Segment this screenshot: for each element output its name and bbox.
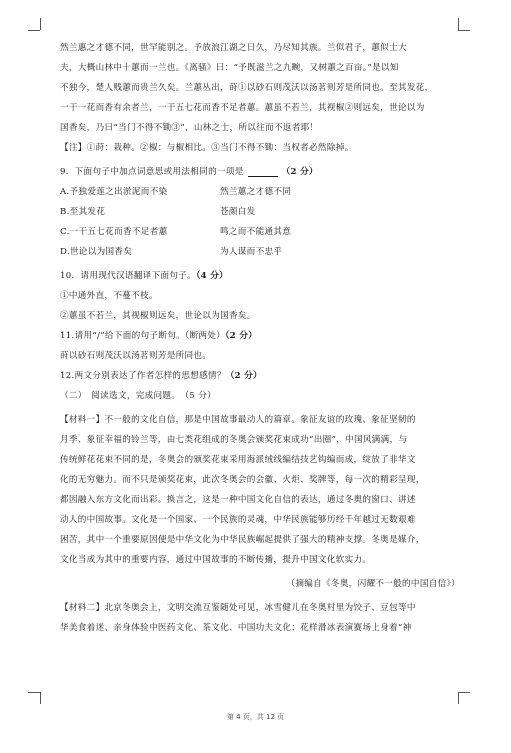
question-10-item: ①中通外直，不蔓不枝。	[60, 291, 158, 301]
material-1-line: 化的无穷魅力。而不只是颁奖花束，此次冬奥会的会徽、火炬、奖牌等，每一次的精彩呈现，	[60, 475, 425, 485]
question-9-option-a	[60, 182, 460, 202]
material-1-line: 困苦，其中一个重要原因便是中华文化为中华民族崛起提供了强大的精神支撑。冬奥是媒介，	[60, 535, 425, 545]
question-9-stem	[60, 162, 460, 182]
material-2-line: 华美食着迷、亲身体验中医药文化、茶文化、中国功夫文化；花样滑冰表演赛场上身着“神	[60, 623, 412, 633]
material-1-line: 传统鲜花花束不同的是，冬奥会的颁奖花束采用海派绒线编结技艺钩编而成，绽放了非华文	[60, 455, 416, 465]
option-right: 然兰蕙之才德不同	[220, 187, 292, 197]
option-right: 苍颜白发	[220, 207, 256, 217]
option-left: C.一干五七花而香不足者蕙	[60, 227, 168, 237]
answer-blank[interactable]	[248, 167, 278, 177]
crop-mark-bottom-right-v	[458, 692, 459, 704]
question-12-stem	[60, 366, 460, 386]
question-11-sentence: 莳以砂石则茂沃以汤茗则芳是所同也。	[60, 351, 212, 361]
question-12-text: 12.两文分别表达了作者怎样的思想感情？	[60, 371, 226, 381]
passage-line: 然兰惠之才德不同，世罕能别之。予放浪江湖之日久，乃尽知其族。兰似君子，蕙似士大	[60, 43, 407, 53]
crop-mark-top-left-h	[28, 30, 40, 31]
crop-mark-top-left-v	[40, 18, 41, 30]
question-12-score: （2 分）	[225, 371, 263, 381]
material-1-line: 都因融入东方文化而出彩。换言之，这是一种中国文化自信的表达，通过冬奥的窗口、讲述	[60, 495, 416, 505]
exam-page	[60, 38, 460, 638]
material-1-line: 动人的中国故事。文化是一个国家、一个民族的灵魂，中华民族能够历经千年越过无数艰难	[60, 515, 416, 525]
question-9-option-d	[60, 242, 460, 262]
question-11-stem	[60, 326, 460, 346]
question-9-option-c	[60, 222, 460, 242]
material-2-line: 【材料二】北京冬奥会上，文明交流互鉴随处可见，冰雪健儿在冬奥村里为饺子、豆包等中	[60, 603, 416, 613]
option-left: A.予独爱莲之出淤泥而不染	[60, 187, 168, 197]
material-1-line: 月季、象征幸福的铃兰等，由七类花组成的冬奥会颁奖花束成功“出圈”，中国风满满，与	[60, 435, 408, 445]
question-10-score: （4 分）	[196, 271, 229, 281]
question-11-text: 11.请用“/”给下面的句子断句。（断两处）	[60, 331, 226, 341]
material-1-source: （摘编自《冬奥，闪耀不一般的中国自信》）	[286, 579, 460, 589]
crop-mark-bottom-right-h	[458, 692, 470, 693]
passage-line: 夫，大概山林中十蕙而一兰也。《离骚》曰：“予既滋兰之九畹，又树蕙之百亩。”是以知	[60, 63, 399, 73]
question-9-option-b	[60, 202, 460, 222]
passage-line: 国香矣，乃曰“当门不得不锄③”，山林之士，所以往而不返者耶！	[60, 123, 319, 133]
section-2-heading: （二） 阅读选文，完成问题。 （5 分）	[60, 391, 216, 401]
option-right: 为人谋而不忠乎	[220, 247, 283, 257]
passage-line: 不独今，楚人贱蕙而贵兰久矣。兰蕙丛出，莳①以砂石则茂沃以汤茗则芳是所同也。至其发花，	[60, 83, 434, 93]
question-10-text: 10．请用现代汉语翻译下面句子。	[60, 271, 197, 281]
page-footer: 第 4 页，共 12 页	[226, 713, 285, 721]
option-right: 鸣之而不能通其意	[220, 227, 292, 237]
option-left: B.至其发花	[60, 207, 106, 217]
annotation-note: 【注】①莳：栽种。②椒：与椒相比。③当门不得不锄：当权者必然除掉。	[60, 143, 354, 153]
question-11-score: （2 分）	[225, 331, 258, 341]
question-10-stem	[60, 266, 460, 286]
material-1-line: 【材料一】不一般的文化自信，那是中国故事最动人的篇章。象征友谊的玫瑰、象征坚韧的	[60, 415, 416, 425]
question-9-text: 9．下面句子中加点词意思或用法相同的一项是	[60, 167, 244, 177]
crop-mark-top-right-h	[458, 30, 470, 31]
question-9-score: （2 分）	[281, 167, 318, 177]
material-1-line: 文化当成为其中的重要内容，通过中国故事的不断传播，提升中国文化软实力。	[60, 555, 372, 565]
question-10-item: ②蕙虽不若兰，其视椒则远矣，世论以为国香矣。	[60, 311, 256, 321]
passage-line: 一干一花而香有余者兰，一干五七花而香不足者蕙。蕙虽不若兰，其视椒②则远矣，世论以为	[60, 103, 425, 113]
classical-passage	[60, 38, 460, 138]
crop-mark-top-right-v	[458, 18, 459, 30]
crop-mark-bottom-left-h	[28, 692, 40, 693]
crop-mark-bottom-left-v	[40, 692, 41, 704]
option-left: D.世论以为国香矣	[60, 247, 133, 257]
